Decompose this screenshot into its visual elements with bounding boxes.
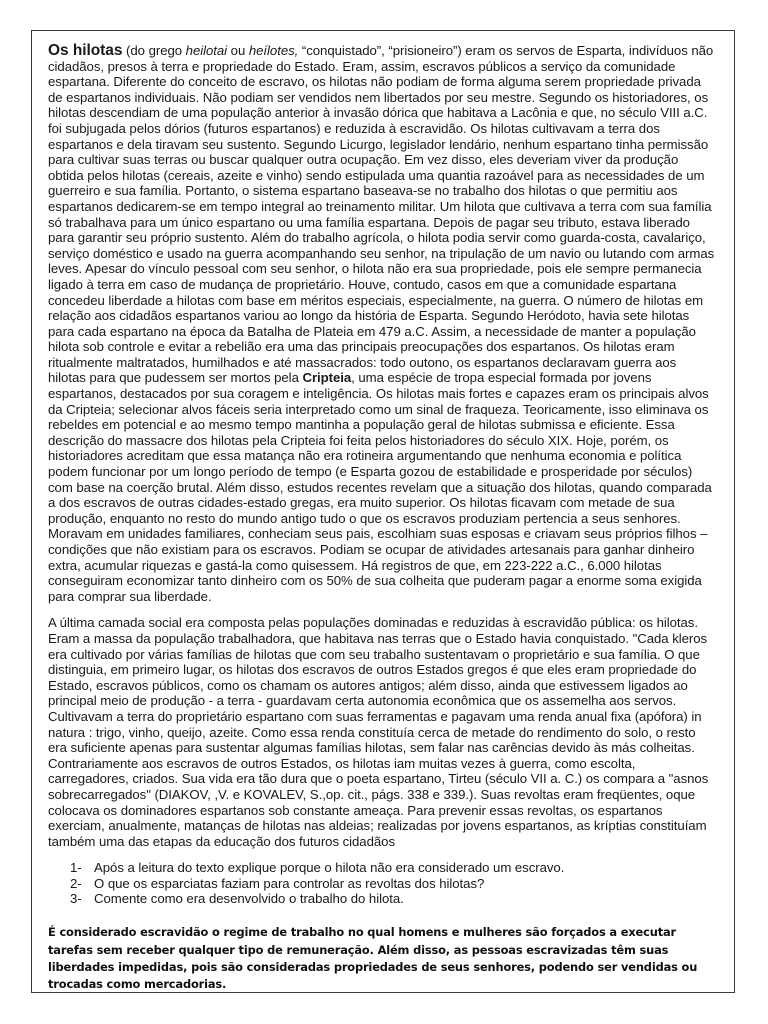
paragraph-hilotas-intro xyxy=(48,43,716,604)
term-cripteia: Cripteia xyxy=(302,370,352,386)
slavery-definition: É considerado escravidão o regime de trabalho no qual homens e mulheres são forçados a executar tarefas sem receber qualquer tipo de remuneração. Além disso, as pessoas escravizadas têm suas liberdades impedidas, pois são consideradas propriedades de seus senhores, podendo ser vendidas ou trocadas como mercadorias. xyxy=(48,925,698,991)
document-title: Os hilotas xyxy=(48,42,123,59)
text-segment: (do grego xyxy=(122,43,186,58)
document-body xyxy=(48,43,716,907)
question-number: 3- xyxy=(70,891,82,907)
question-text: O que os esparciatas faziam para controlar as revoltas dos hilotas? xyxy=(94,875,485,891)
question-item xyxy=(48,876,716,892)
document-frame xyxy=(31,30,735,993)
paragraph-social-layer: A última camada social era composta pelas populações dominadas e reduzidas à escravidão pública: os hilotas. Eram a massa da população trabalhadora, que habitava nas terras que o Estado havia conquistado. "Cada kleros era cultivado por várias famílias de hilotas que com seu trabalho sustentavam o proprietário e sua família. O que distinguia, em primeiro lugar, os hilotas dos escravos de outros Estados gregos é que eles eram propriedade do Estado, escravos públicos, como os chamam os autores antigos; além disso, ainda que estivessem ligados ao principal meio de produção - a terra - guardavam certa autonomia econômica que os assemelha aos servos. Cultivavam a terra do proprietário espartano com suas ferramentas e pagavam uma renda anual fixa (apófora) in natura : trigo, vinho, queijo, azeite. Como essa renda constituía cerca de metade do rendimento do solo, o resto era suficiente apenas para sustentar algumas famílias hilotas, sem falar nas carências devido às más colheitas. Contrariamente aos escravos de outros Estados, os hilotas iam muitas vezes à guerra, como escolta, carregadores, criados. Sua vida era tão dura que o poeta espartano, Tirteu (século VII a. C.) os compara a "asnos sobrecarregados" (DIAKOV, ,V. e KOVALEV, S.,op. cit., págs. 338 e 339.). Suas revoltas eram freqüentes, oque colocava os dominadores espartanos sob constante ameaça. Para prevenir essas revoltas, os espartanos exerciam, anualmente, matanças de hilotas nas aldeias; realizadas por jovens espartanos, as kríptias constituíam também uma das etapas da educação dos futuros cidadãos xyxy=(48,615,709,849)
question-number: 2- xyxy=(70,875,82,891)
question-text: Comente como era desenvolvido o trabalho do hilota. xyxy=(94,891,404,907)
text-segment: ou xyxy=(227,43,249,58)
question-item xyxy=(48,860,716,876)
question-text: Após a leitura do texto explique porque o hilota não era considerado um escravo. xyxy=(94,860,565,876)
question-number: 1- xyxy=(70,860,82,876)
text-segment: “conquistado”, “prisioneiro”) eram os servos de Esparta, indivíduos não cidadãos, presos à terra e propriedade do Estado. Eram, assim, escravos públicos a serviço da comunidade espartana. Diferente do conceito de escravo, os hilotas não podiam de forma alguma serem propriedade privada de espartanos individuais. Não podiam ser vendidos nem libertados por seu mestre. Segundo os historiadores, os hilotas descendiam de uma população anterior à invasão dórica que habitava a Lacônia e que, no século VIII a.C. foi subjugada pelos dórios (futuros espartanos) e reduzida à escravidão. Os hilotas cultivavam a terra dos espartanos e dela tiravam seu sustento. Segundo Licurgo, legislador lendário, nenhum espartano tinha permissão para cultivar suas terras ou buscar qualquer outra ocupação. Em vez disso, eles deveriam viver da produção obtida pelos hilotas (cereais, azeite e vinho) sendo estipulada uma quantia razoável para as necessidades de um guerreiro e sua família. Portanto, o sistema espartano baseava-se no trabalho dos hilotas o que permitiu aos espartanos dedicarem-se em tempo integral ao treinamento militar. Um hilota que cultivava a terra com sua família só trabalhava para um único espartano ou uma família espartana. Depois de pagar seu tributo, estava liberado para garantir seu próprio sustento. Além do trabalho agrícola, o hilota podia servir como guarda-costa, cavalariço, serviço doméstico e usado na guerra acompanhando seu senhor, na tripulação de um navio ou lutando com armas leves. Apesar do vínculo pessoal com seu senhor, o hilota não era sua propriedade, pois ele sempre permanecia ligado à terra em caso de mudança de proprietário. Houve, contudo, casos em que a comunidade espartana concedeu liberdade a hilotas com base em méritos especiais, especialmente, na guerra. O número de hilotas em relação aos cidadãos espartanos variou ao longo da história de Esparta. Segundo Heródoto, havia sete hilotas para cada espartano na época da Batalha de Plateia em 479 a.C. Assim, a necessidade de manter a população hilota sob controle e evitar a rebelião era uma das principais preocupações dos espartanos. Os hilotas eram ritualmente maltratados, humilhados e até massacrados: todo outono, os espartanos declaravam guerra aos hilotas para que pudessem ser mortos pela xyxy=(48,43,715,386)
greek-term-heilotes: heílotes, xyxy=(248,43,299,58)
text-segment: , uma espécie de tropa especial formada por jovens espartanos, destacados por sua coragem e inteligência. Os hilotas mais fortes e capazes eram os principais alvos da Cripteia; selecionar alvos fáceis seria interpretado como um sinal de fraqueza. Teoricamente, isso eliminava os rebeldes em potencial e ao mesmo tempo mantinha a população geral de hilotas submissa e eficiente. Essa descrição do massacre dos hilotas pela Cripteia foi feita pelos historiadores do século XIX. Hoje, porém, os historiadores acreditam que essa matança não era rotineira argumentando que nenhuma economia e política podem funcionar por um longo período de tempo (e Esparta gozou de estabilidade e prosperidade por séculos) com base na coerção brutal. Além disso, estudos recentes revelam que a situação dos hilotas, quando comparada a dos escravos de outras cidades-estado gregas, era muito superior. Os hilotas ficavam com metade de sua produção, enquanto no resto do mundo antigo tudo o que os escravos produziam pertencia a seus senhores. Moravam em unidades familiares, conheciam seus pais, escolhiam suas esposas e criavam seus próprios filhos – condições que não existiam para os escravos. Podiam se ocupar de atividades artesanais para ganhar dinheiro extra, acumular riquezas e gastá-la como quisessem. Há registros de que, em 223-222 a.C., 6.000 hilotas conseguiram economizar tanto dinheiro com os 50% de sua colheita que puderam pagar a enorme soma exigida para comprar sua liberdade. xyxy=(48,370,712,604)
question-list xyxy=(48,860,716,907)
question-item xyxy=(48,891,716,907)
greek-term-heilotai: heilotai xyxy=(185,43,228,58)
